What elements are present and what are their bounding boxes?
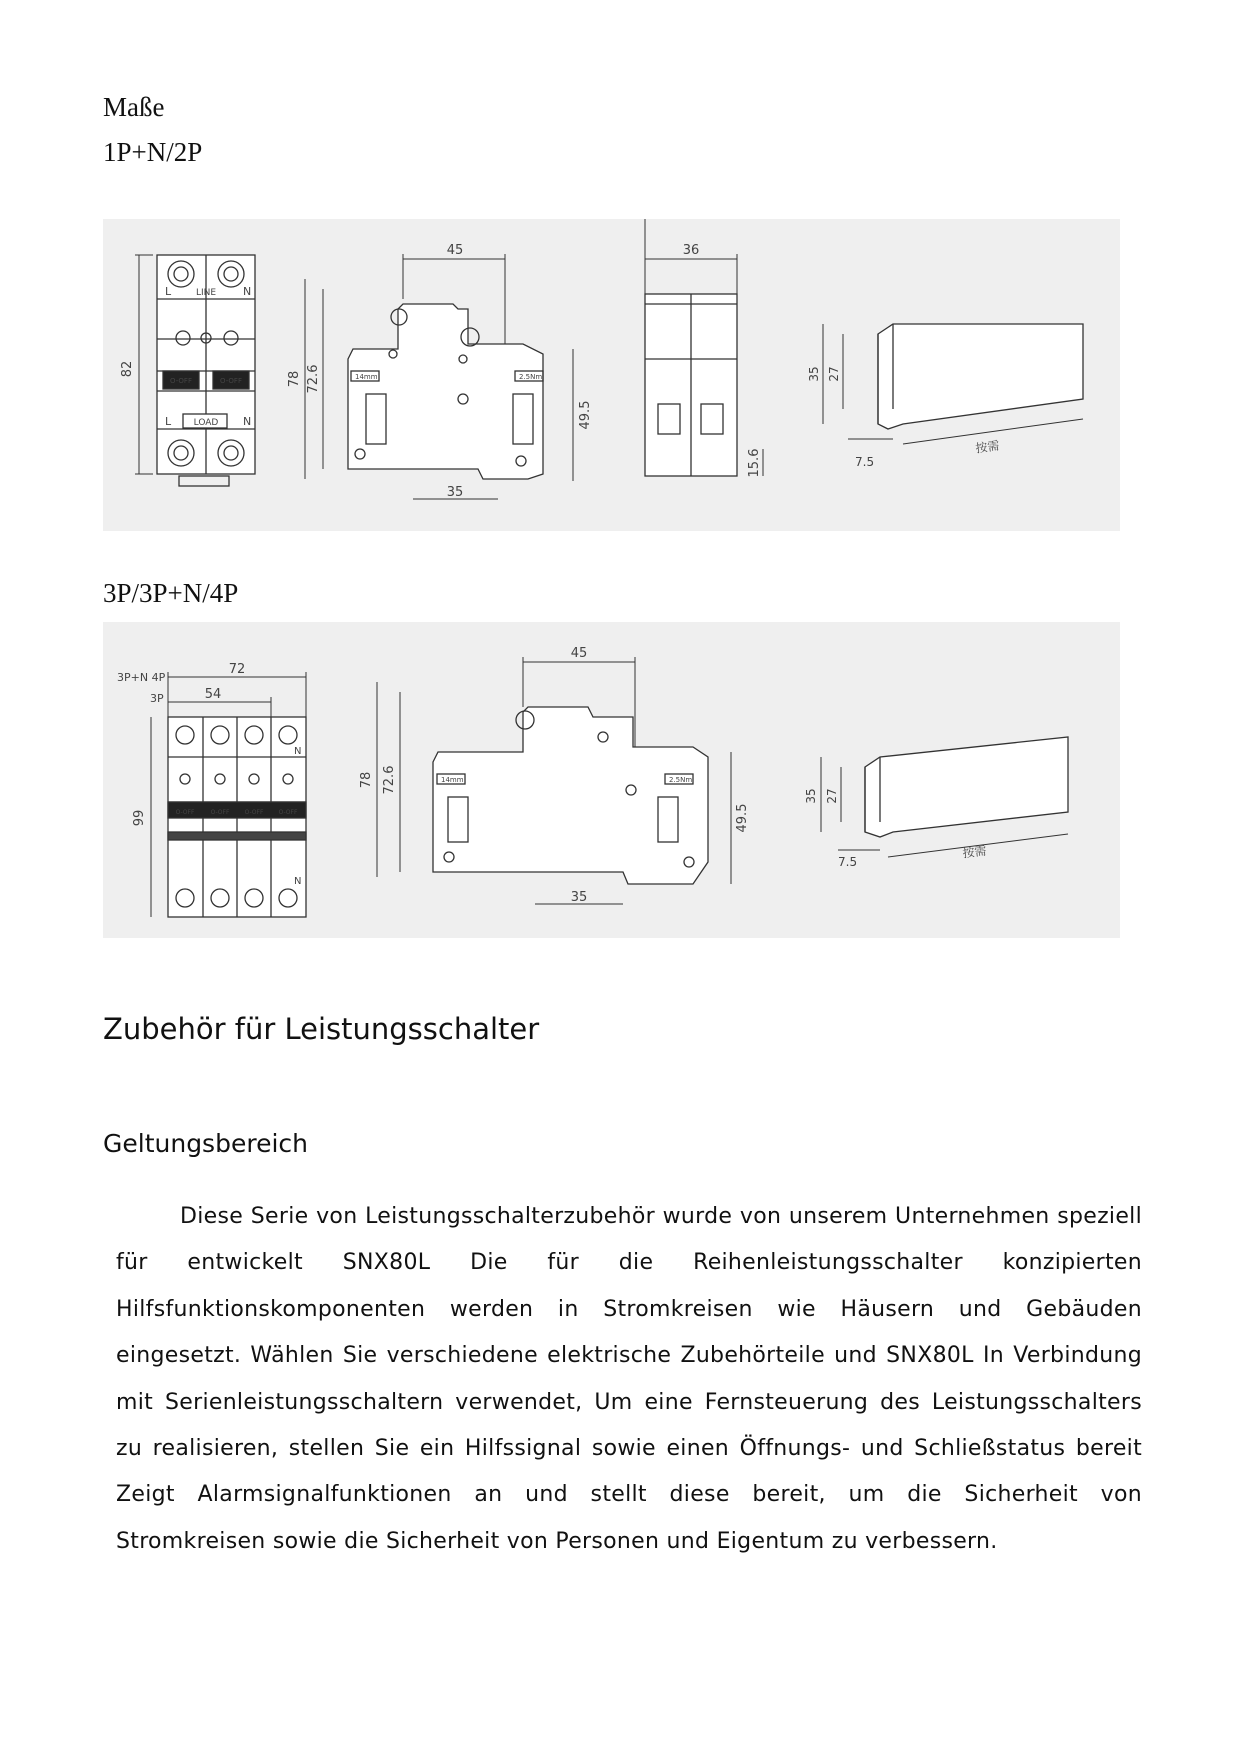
rail-75: 7.5 <box>855 455 875 469</box>
dim-54: 54 <box>204 687 222 702</box>
dim-156: 15.6 <box>747 448 762 478</box>
rail-length: 按需 <box>974 438 1001 456</box>
dim-45: 45 <box>446 243 464 258</box>
accessories-heading: Zubehör für Leistungsschalter <box>103 1012 540 1046</box>
scope-heading: Geltungsbereich <box>103 1129 308 1158</box>
heading-masse: Maße <box>103 92 165 122</box>
tag-25nm-4p: 2.5Nm <box>669 776 693 784</box>
dimension-drawing-4p <box>103 622 1120 938</box>
dim-99: 99 <box>132 809 147 827</box>
label-N-top-4p: N <box>294 746 302 757</box>
section1-title: 1P+N/2P <box>103 137 203 167</box>
rail-27: 27 <box>827 366 841 382</box>
dim-495-4p: 49.5 <box>735 803 750 833</box>
dim-35-bottom: 35 <box>446 485 464 500</box>
dim-78: 78 <box>287 370 302 388</box>
label-L-top: L <box>165 285 172 298</box>
off-4p-3: O-OFF <box>244 809 264 816</box>
dimension-drawing-2p <box>103 219 1120 531</box>
off-4p-2: O-OFF <box>210 809 230 816</box>
scope-paragraph <box>116 1194 1142 1565</box>
off-label-left: O-OFF <box>170 377 192 385</box>
label-load: LOAD <box>193 418 219 428</box>
rail-75-4p: 7.5 <box>838 855 858 869</box>
label-L-bot: L <box>165 415 172 428</box>
rail-35-4p: 35 <box>804 788 818 804</box>
off-4p-1: O-OFF <box>175 809 195 816</box>
dim-35-4p: 35 <box>570 890 588 905</box>
front-view-4p <box>151 672 306 917</box>
label-N-top: N <box>243 285 252 298</box>
tag-14mm: 14mm <box>355 373 378 381</box>
dim-36: 36 <box>682 243 700 258</box>
dim-726: 72.6 <box>306 364 321 394</box>
tag-14mm-4p: 14mm <box>441 776 464 784</box>
dim-726-4p: 72.6 <box>382 765 397 795</box>
label-line: LINE <box>195 288 217 298</box>
off-label-right: O-OFF <box>220 377 242 385</box>
rail-27-4p: 27 <box>825 788 839 804</box>
label-3pn-4p: 3P+N 4P <box>117 671 166 684</box>
label-N-bot-4p: N <box>294 876 302 887</box>
label-N-bot: N <box>243 415 252 428</box>
dim-72: 72 <box>228 662 246 677</box>
dim-495: 49.5 <box>578 400 593 430</box>
scope-paragraph-text: Diese Serie von Leistungsschalterzubehör wurde von unserem Unternehmen speziell für entwickelt SNX80L Die für die Reihenleistungsschalter konzipierten Hilfsfunktionskomponenten werden in Stromkreisen wie Häusern und Gebäuden eingesetzt. Wählen Sie verschiedene elektrische Zubehörteile und SNX80L In Verbindung mit Serienleistungsschaltern verwendet, Um eine Fernsteuerung des Leistungsschalters zu realisieren, stellen Sie ein Hilfssignal sowie einen Öffnungs- und Schließstatus bereit Zeigt Alarmsignalfunktionen an und stellt diese bereit, um die Sicherheit von Stromkreisen sowie die Sicherheit von Personen und Eigentum zu verbessern. <box>116 1204 1142 1554</box>
rail-length-4p: 按需 <box>961 843 988 861</box>
rail-35: 35 <box>807 366 821 382</box>
back-view-2p <box>645 219 763 476</box>
dim-82: 82 <box>120 360 135 378</box>
off-4p-4: O-OFF <box>278 809 298 816</box>
dim-45-4p: 45 <box>570 646 588 661</box>
label-3p: 3P <box>150 692 164 705</box>
din-rail-2p <box>823 324 1083 444</box>
tag-25nm: 2.5Nm <box>519 373 543 381</box>
section2-title: 3P/3P+N/4P <box>103 578 239 608</box>
dim-78-4p: 78 <box>359 771 374 789</box>
din-rail-4p <box>821 737 1068 857</box>
